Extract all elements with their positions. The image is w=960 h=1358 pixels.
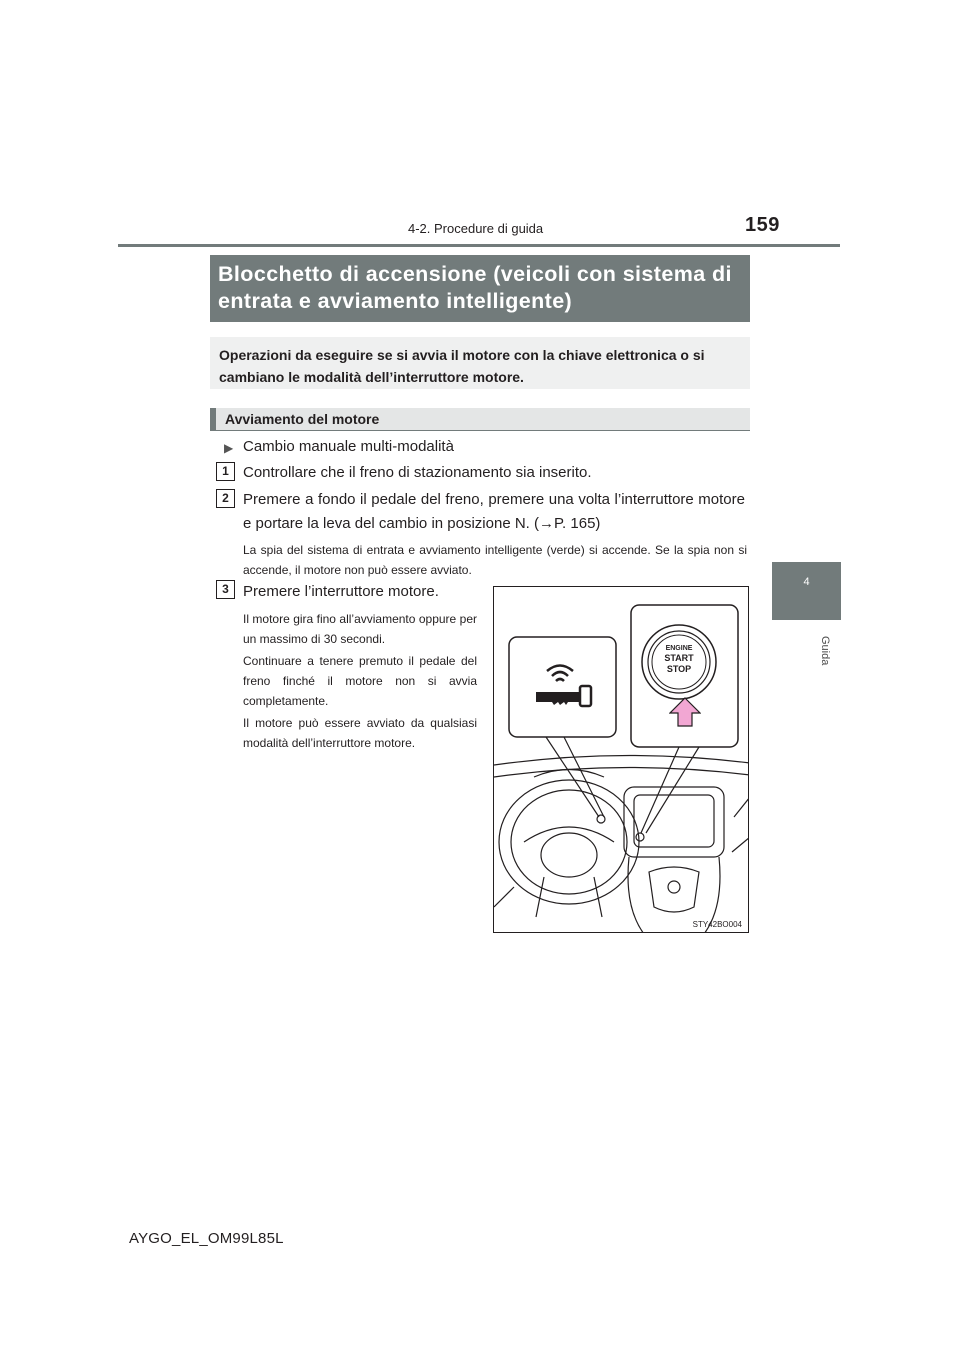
subsection-bar: [210, 408, 216, 430]
intro-box: [210, 337, 750, 389]
bullet-arrow-icon: ▶: [224, 441, 234, 455]
engine-start-button-icon: [639, 622, 719, 702]
page-number: 159: [745, 214, 780, 236]
document-footer: AYGO_EL_OM99L85L: [129, 1230, 284, 1247]
step-text: Premere a fondo il pedale del freno, premere una volta l’interruttore motore e portare la leva del cambio in posizione N. (→P. 165): [243, 491, 745, 532]
subsection-title: Avviamento del motore: [225, 411, 380, 427]
header-rule: [118, 244, 840, 247]
step-text: Premere l’interruttore motore.: [243, 583, 439, 600]
press-arrow-icon: [669, 697, 701, 727]
step-note: Il motore può essere avviato da qualsiasi modalità dell’interruttore motore.: [243, 716, 477, 750]
chapter-tab: [772, 562, 841, 620]
step-number: 3: [216, 580, 235, 599]
step-number: 1: [216, 462, 235, 481]
step-text: Controllare che il freno di stazionamento sia inserito.: [243, 464, 592, 481]
step-note: La spia del sistema di entrata e avviamento intelligente (verde) si accende. Se la spia non si accende, il motore non può essere avviato.: [243, 543, 747, 577]
chapter-number: 4: [803, 576, 810, 588]
step-note: Il motore gira fino all’avviamento oppure per un massimo di 30 secondi.: [243, 612, 477, 646]
figure-code: STY42BO004: [692, 920, 742, 929]
smart-key-icon: [532, 662, 594, 708]
dashboard-illustration: [493, 586, 749, 933]
intro-text: Operazioni da eseguire se si avvia il motore con la chiave elettronica o si cambiano le modalità dell’interruttore motore.: [219, 347, 705, 385]
button-label-engine: ENGINE: [665, 645, 693, 652]
bullet-text: Cambio manuale multi-modalità: [243, 438, 454, 455]
step-number: 2: [216, 489, 235, 508]
step-note: Continuare a tenere premuto il pedale del freno finché il motore non si avvia completamente.: [243, 654, 477, 708]
section-title: Blocchetto di accensione (veicoli con sistema di entrata e avviamento intelligente): [218, 262, 732, 313]
subsection-header: [210, 408, 750, 431]
section-title-box: [210, 255, 750, 322]
button-label-stop: STOP: [666, 664, 692, 674]
button-label-start: START: [664, 653, 694, 663]
chapter-label: Guida: [819, 636, 831, 666]
section-label: 4-2. Procedure di guida: [408, 221, 544, 236]
